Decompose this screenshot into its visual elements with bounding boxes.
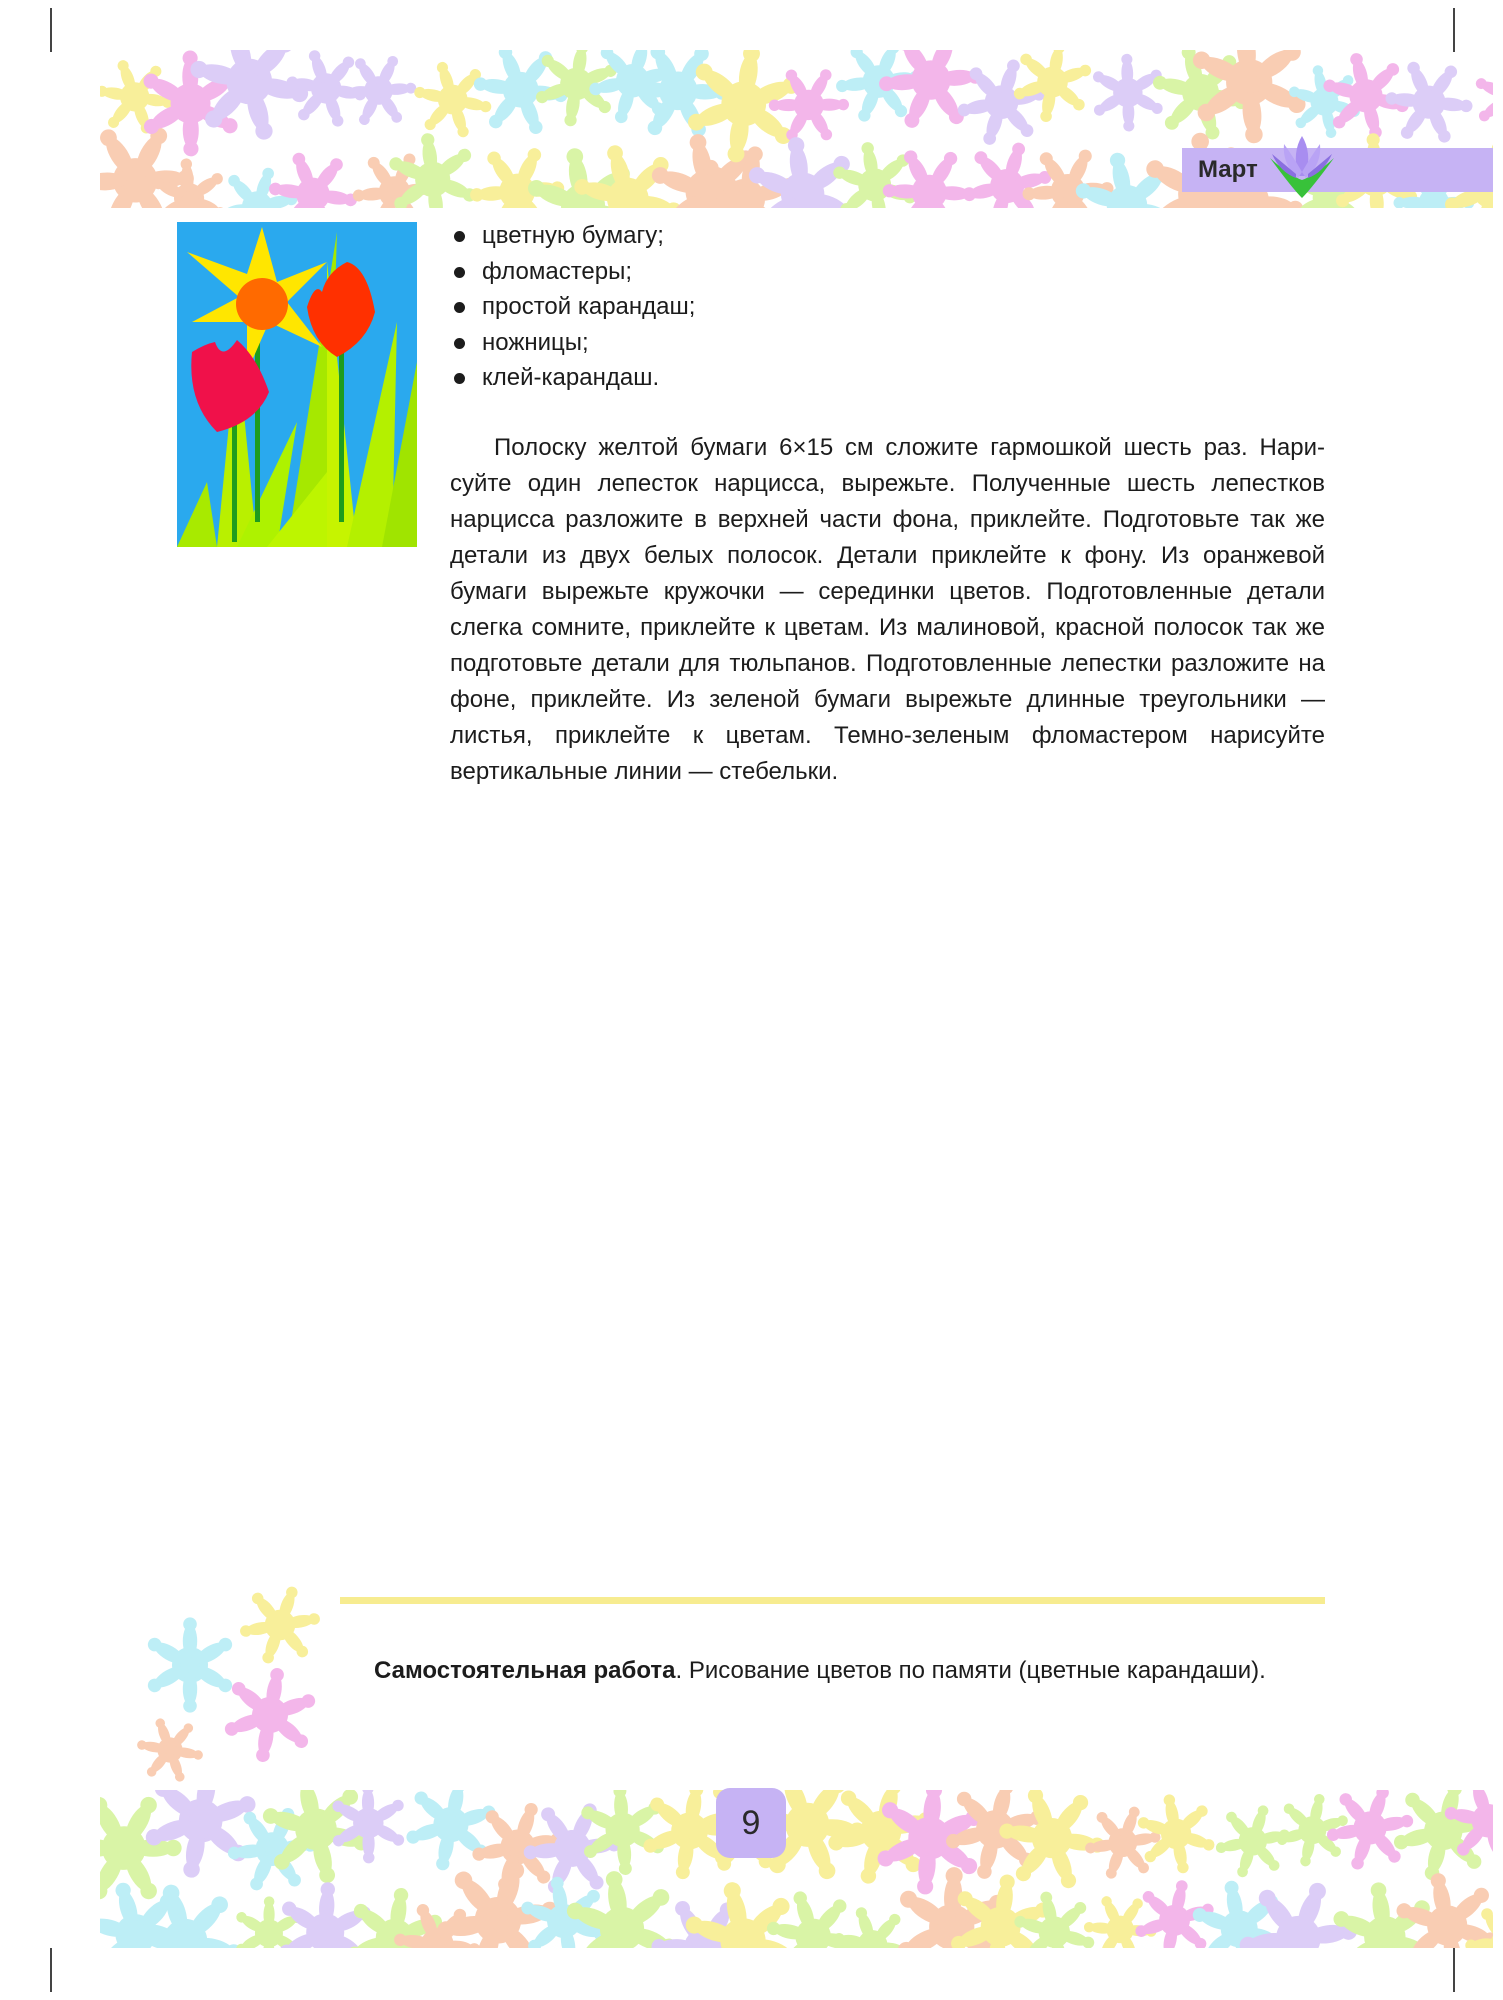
splash-decoration: [231, 1585, 330, 1676]
bottom-splash-band: [100, 1790, 1493, 1948]
page-number: 9: [716, 1788, 786, 1858]
splash-decoration: [559, 1863, 686, 1948]
splash-decoration: [130, 1603, 254, 1728]
splash-decoration: [130, 1704, 215, 1785]
side-splash-decoration: [130, 1585, 350, 1785]
splash-decoration: [149, 155, 230, 208]
instructions-paragraph: Полоску желтой бумаги 6×15 см сложите гармошкой шесть раз. Нарисуйте один лепесток нарцисса, вырежьте. Полученные шесть лепестков нарцисса разложите в верхней части фона, приклейте. Подготовьте так же детали из двух белых полосок. Детали приклейте к фону. Из оранжевой бумаги вырежьте кружочки — серединки цветов. Подготовленные детали слегка сомните, приклейте к цветам. Из малиновой, красной полосок так же подготовьте детали для тюльпанов. Подготовленные лепестки разложите на фоне, приклейте. Из зеленой бумаги вырежьте длинные треугольники — листья, приклейте к цветам. Темно-зеленым фломастером нарисуйте вертикальные линии — стебельки.: [450, 434, 1325, 785]
list-item-text: простой карандаш;: [482, 293, 696, 320]
independent-work-label: Самостоятельная работа: [374, 1657, 676, 1684]
list-item-text: ножницы;: [482, 328, 589, 356]
list-item: [450, 289, 695, 325]
splash-decoration: [218, 1660, 322, 1769]
crocus-icon: [1262, 128, 1342, 205]
bullet: [454, 302, 465, 313]
splash-decoration: [208, 156, 306, 208]
bullet: [454, 231, 465, 242]
crop-mark: [1453, 1948, 1455, 1992]
list-item-text: фломастеры;: [482, 257, 633, 285]
list-item: [450, 218, 695, 254]
splash-decoration: [1076, 50, 1180, 144]
splash-decoration: [756, 51, 861, 158]
section-divider: [340, 1597, 1325, 1604]
list-item: [450, 360, 695, 396]
bullet: [454, 373, 465, 384]
list-item: [450, 254, 695, 290]
independent-work-text: . Рисование цветов по памяти (цветные карандаши).: [675, 1657, 1266, 1684]
bullet: [454, 267, 465, 278]
splash-decoration: [1472, 56, 1493, 138]
list-item: [450, 325, 695, 361]
crop-mark: [50, 8, 52, 52]
materials-list: [450, 218, 695, 396]
list-item-text: клей-карандаш.: [482, 364, 660, 391]
independent-work: [374, 1655, 1266, 1687]
splash-decoration: [399, 1790, 503, 1879]
crop-mark: [50, 1948, 52, 1992]
crop-mark: [1453, 8, 1455, 52]
month-label: Март: [1198, 156, 1258, 183]
flower-applique-illustration: [177, 222, 417, 547]
bullet: [454, 338, 465, 349]
splash-decoration: [406, 51, 500, 148]
list-item-text: цветную бумагу;: [482, 222, 664, 249]
